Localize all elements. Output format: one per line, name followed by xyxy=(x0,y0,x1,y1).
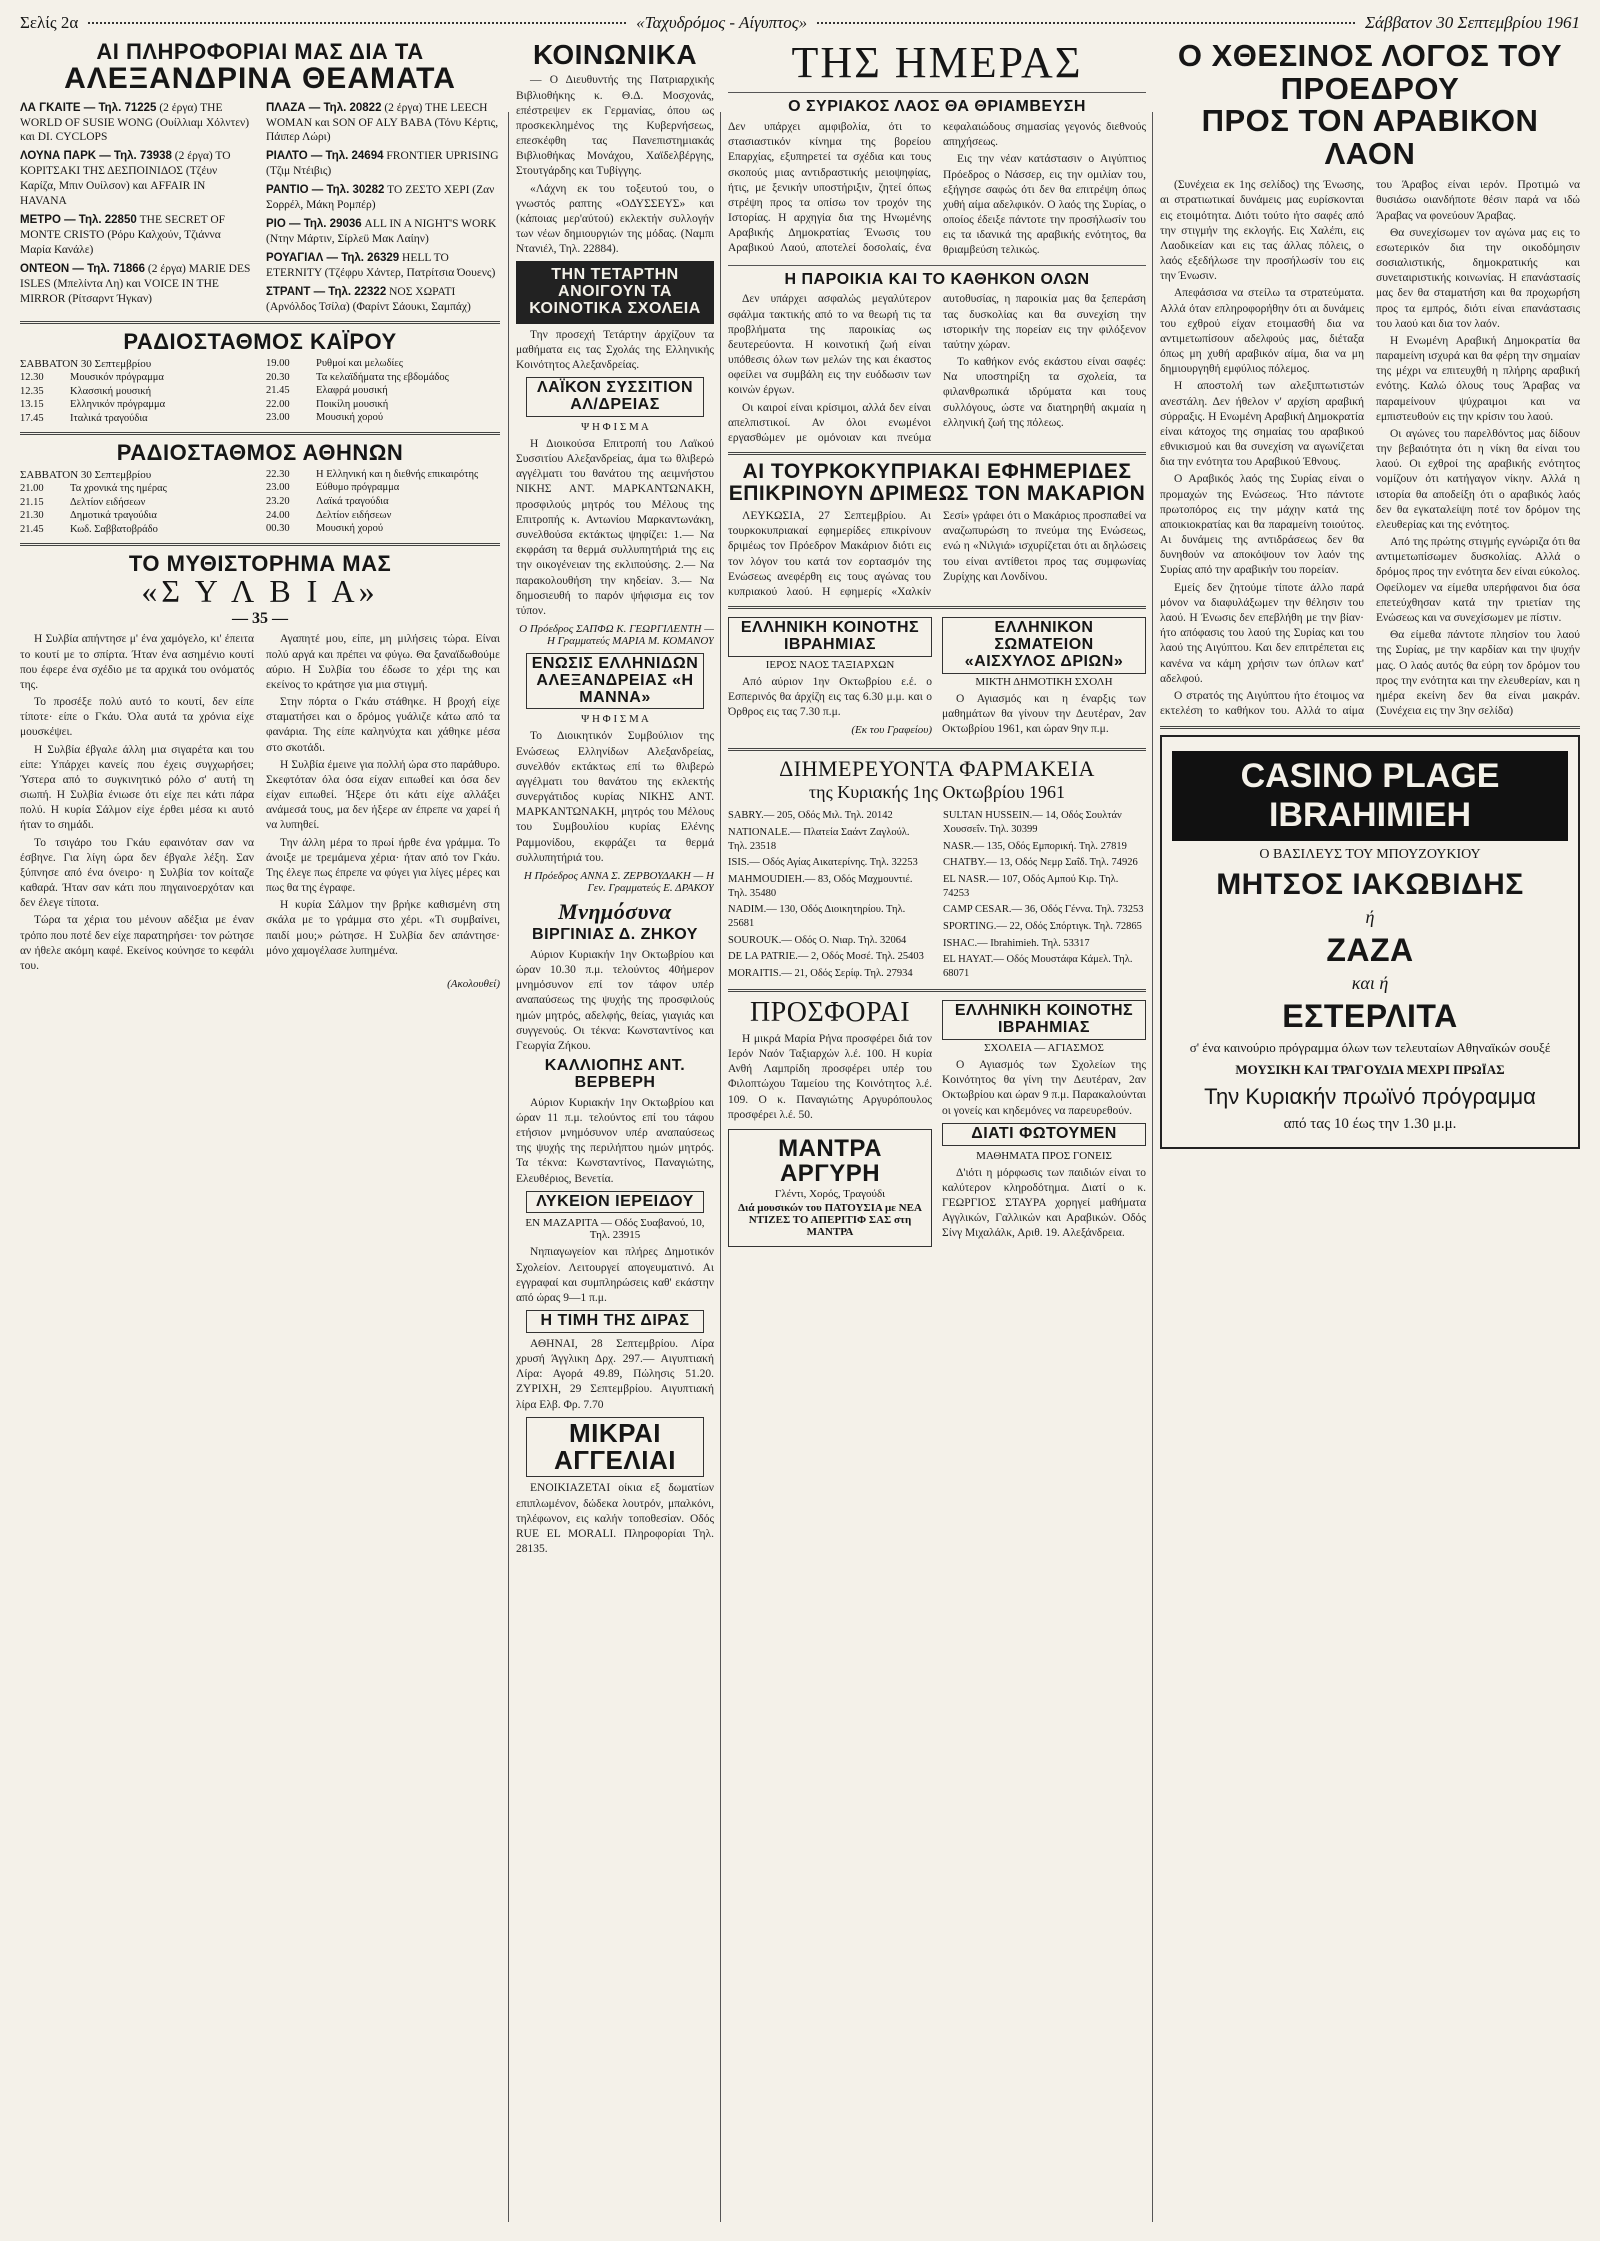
page-number: Σελίς 2α xyxy=(20,13,79,32)
cinema-films: FRONTIER UPRISING (Τζιμ Ντέιβις) xyxy=(266,150,499,178)
radio-cairo-schedule xyxy=(20,357,500,426)
pharmacy-entry: SABRY.— 205, Οδός Μιλ. Τηλ. 20142 xyxy=(728,810,893,822)
radio-item xyxy=(20,385,254,399)
cinema-listing xyxy=(266,251,500,281)
novel-paragraph: Η Συλβία έμεινε για πολλή ώρα στο παράθυρο. Σκεφτόταν όλα όσα είχαν ειπωθεί και όσα δεν είχαν ειπωθεί. Ήξερε ότι κάτι είχε αλλάξει ανάμεσά τους, μα δεν ήξερε αν έπρεπε να χαρεί ή να λυπηθεί. xyxy=(266,758,500,832)
club-text: Η Διοικούσα Επιτροπή του Λαϊκού Συσσιτίου Αλεξανδρείας, άμα τω θλιβερώ αγγέλματι του θανάτου της αειμνήστου ΝΙΚΗΣ ΑΝΤ. ΜΑΡΚΑΝΤΩΝΑΚΗ, προσφιλούς μητρός του Μέλους της Επιτροπής κ. Αντωνίου Μαρκαντωνάκη, συνελθούσα εκτάκτως ψηφίζει: 1.— Να εκφράση τα θερμά συλλυπητήριά της εις την οικογένειαν της εκλιπούσης. 2.— Να παρακολουθήση την κηδείαν. 3.— Να δημοσιευθή το παρόν ψήφισμα εις τον τύπον. xyxy=(516,437,714,617)
radio-time: 23.00 xyxy=(266,482,290,494)
novel-section-title: ΤΟ ΜΥΘΙΣΤΟΡΗΜΑ ΜΑΣ xyxy=(128,550,392,576)
radio-time: 21.45 xyxy=(266,385,290,397)
pharmacy-entry: NATIONALE.— Πλατεία Σαάντ Ζαγλούλ. Τηλ. 23518 xyxy=(728,827,910,852)
speech-paragraph: Ο Αραβικός λαός της Συρίας είναι ο προμαχών της Ενώσεως. Ήτο πάντοτε πρωτοπόρος εις την μάχην κατά της αποικιοκρατίας και θα παραμείνη τοιούτος. Αι δυνάμεις της αντιδράσεως δεν θα δυνηθούν να αποκόψουν τον λαόν της Συρίας από την αραβικήν του πορείαν. xyxy=(1160,473,1364,577)
radio-item xyxy=(266,411,500,425)
radio-athens-title: ΡΑΔΙΟΣΤΑΘΜΟΣ ΑΘΗΝΩΝ xyxy=(116,439,404,465)
radio-program: Δημοτικά τραγούδια xyxy=(70,510,157,522)
speech-title-line1: Ο ΧΘΕΣΙΝΟΣ ΛΟΓΟΣ ΤΟΥ ΠΡΟΕΔΡΟΥ xyxy=(1177,40,1563,106)
radio-day: ΣΑΒΒΑΤΟΝ 30 Σεπτεμβρίου xyxy=(20,357,152,370)
schools-block xyxy=(942,998,1146,1253)
cinema-listing xyxy=(20,101,254,146)
radio-item xyxy=(266,384,500,398)
cinema-name: ΛΑ ΓΚΑΙΤΕ — Τηλ. 71225 xyxy=(20,101,157,114)
speech-paragraph: Η αποστολή των αλεξιπτωτιστών ανεστάλη. Δεν ήθελον ν' αρχίση αραβική σύρραξις. Η Ενωμένη Αραβική Δημοκρατία είναι κάτοχος της σημαίας του αραβικού εθνικισμού και θα συνεχίση να αγωνίζεται δια την ενότητα του Αραβικού Έθνους. xyxy=(1160,380,1364,469)
church-notice xyxy=(728,615,932,742)
offers-text: Η μικρά Μαρία Ρήνα προσφέρει διά τον Ιερόν Ναόν Ταξιαρχών λ.έ. 100. Η κυρία Ανθή Λαμπρίδη προσφέρει υπέρ του Φιλοπτώχου Ταμείου της Κοινότητος λ.έ. 109. Ο κ. Παναγιώτης Αργυρόπουλος προσφέρει λ.έ. 50. xyxy=(728,1032,932,1121)
article-paragraph: Δεν υπάρχει ασφαλώς μεγαλύτερον σφάλμα τακτικής από το να θεωρή τις τα προβλήματα της παροικίας ως δευτερεύοντα. Η κοινοτική ζωή είναι υπόθεσις όλων των μελών της και έκαστος οφείλει να συμβάλη εις την ευόδωσιν των κοινών έργων. xyxy=(728,293,931,397)
pharmacies-date: της Κυριακής 1ης Οκτωβρίου 1961 xyxy=(808,782,1066,803)
radio-program: Δελτίον ειδήσεων xyxy=(70,496,146,508)
radio-program: Η Ελληνική και η διεθνής επικαιρότης xyxy=(316,468,479,480)
novel-paragraph: Η Συλβία έβγαλε άλλη μια σιγαρέτα και του είπε: Υπάρχει κανείς που έχεις συγχωρήσει; Ύστερα από το συγκινητικό ρόλο σ' αυτή τη σιωπή. Η Συλβία ένιωσε ότι είχε πει κάτι πάρα πολύ. Η κυρία Σάλμον είχε έρθει μέσα κι αυτό ήταν το σημάδι. xyxy=(20,743,254,832)
radio-day: ΣΑΒΒΑΤΟΝ 30 Σεπτεμβρίου xyxy=(20,468,152,481)
cinema-listing xyxy=(266,183,500,213)
lessons-title: ΔΙΑΤΙ ΦΩΤΟΥΜΕΝ xyxy=(942,1123,1146,1146)
lessons-subtitle: ΜΑΘΗΜΑΤΑ ΠΡΟΣ ΓΟΝΕΙΣ xyxy=(976,1149,1112,1162)
column-rule xyxy=(1152,112,1153,2222)
installment-number: — 35 — xyxy=(232,610,288,628)
radio-item xyxy=(266,509,500,523)
paper-name: «Ταχυδρόμος - Αίγυπτος» xyxy=(636,13,808,32)
cinema-listing xyxy=(266,285,500,315)
radio-time: 19.00 xyxy=(266,357,290,369)
union-signatures: Η Πρόεδρος ΑΝΝΑ Σ. ΖΕΡΒΟΥΔΑΚΗ — Η Γεν. Γραμματεύς Ε. ΔΡΑΚΟΥ xyxy=(523,869,714,894)
mandra-title: ΜΑΝΤΡΑ ΑΡΓΥΡΗ xyxy=(778,1134,882,1188)
lyceum-address: ΕΝ ΜΑΖΑΡΙΤΑ — Οδός Συαβανού, 10, Τηλ. 23915 xyxy=(525,1217,705,1242)
cinema-listing xyxy=(266,101,500,146)
lessons-text: Δ'ιότι η μόρφωσις των παιδιών είναι το καλύτερον κληροδότημα. Διατί ο κ. ΓΕΩΡΓΙΟΣ ΣΤΑΥΡΑ χορηγεί μαθήματα Αγγλικών, Γαλλικών και Αραβικών. Οδός Σίνγ Μιχαλάλκ, Αριθ. 19. Αλεξάνδρεια. xyxy=(942,1166,1146,1240)
pharmacy-entry: SOUROUK.— Οδός Ο. Νιαρ. Τηλ. 32064 xyxy=(728,934,907,946)
article-syria-text xyxy=(728,120,1146,259)
radio-item xyxy=(20,509,254,523)
club-title: ΛΑΪΚΟΝ ΣΥΣΣΙΤΙΟΝ ΑΛ/ΔΡΕΙΑΣ xyxy=(526,377,704,417)
divider xyxy=(728,989,1146,992)
article-paragraph: Εις την νέαν κατάστασιν ο Αιγύπτιος Πρόεδρος ο Νάσσερ, εις την ομιλίαν του, εξήγησε σαφώς ότι δεν θα επιτρέψη όπως χυθή αίμα αδελφικόν. Ο λαός της Συρίας, ο οποίος έδειξε πάντοτε την προσήλωσίν του εις τα ιδανικά της αραβικής ενότητος, θα θριαμβεύση τελικώς. xyxy=(943,153,1146,257)
memorials-title: Μνημόσυνα xyxy=(558,898,672,924)
radio-program: Τα κελαϊδήματα της εβδομάδος xyxy=(316,371,449,383)
radio-item xyxy=(266,522,500,536)
article-paragraph: Δεν υπάρχει αμφιβολία, ότι το στασιαστικόν κίνημα της βορείου Επαρχίας, εξυπηρετεί τα σχέδια και τους σκοπούς μιας αντιδραστικής μειοψηφίας, ήτις, με ξενικήν υποστήριξιν, ζητεί όπως στρέψη προς τα οπίσω τον τροχόν της Ιστορίας. Η αρχηγία δια της Ηνωμένης Αραβικής Δημοκρατίας Ένωσις του Αραβικού Λαού, αποτελεί δοσολαίς, ένα κεφαλαιώδους σημασίας γεγονός διεθνούς απηχήσεως. xyxy=(728,120,1146,255)
radio-item xyxy=(266,357,500,371)
cinema-films: (2 έργα) MARIE DES ISLES (Μπελίντα Λη) και VOICE IN THE MIRROR (Ρίτσαρντ Ήγκαν) xyxy=(20,262,251,305)
masthead-divider xyxy=(88,22,626,24)
union-resolution: Ψ Η Φ Ι Σ Μ Α xyxy=(581,713,649,726)
casino-name: CASINO PLAGE IBRAHIMIEH xyxy=(1172,751,1568,841)
social-news xyxy=(516,73,714,257)
radio-program: Ελληνικόν πρόγραμμα xyxy=(70,399,166,411)
pharmacy-entry: SPORTING.— 22, Οδός Σπόρτιγκ. Τηλ. 72865 xyxy=(943,920,1142,932)
radio-program: Μουσική χορού xyxy=(316,412,384,424)
casino-music: ΜΟΥΣΙΚΗ ΚΑΙ ΤΡΑΓΟΥΔΙΑ ΜΕΧΡΙ ΠΡΩΪΑΣ xyxy=(1235,1061,1505,1077)
article-paragraph: Το καθήκον ενός εκάστου είναι σαφές: Να υποστηρίξη τα σχολεία, τα φιλανθρωπικά ιδρύματα και τους συλλόγους, ώστε να διατηρηθή ακμαία η ελληνική ζωή της πόλεως. xyxy=(943,356,1146,429)
divider xyxy=(728,265,1146,266)
pharmacy-entry: DE LA PATRIE.— 2, Οδός Μοσέ. Τηλ. 25403 xyxy=(728,951,924,963)
radio-athens-schedule xyxy=(20,468,500,537)
classifieds-title: ΜΙΚΡΑΙ ΑΓΓΕΛΙΑΙ xyxy=(526,1417,704,1478)
cinema-films: (2 έργα) THE LEECH WOMAN και SON OF ALY BABA (Τόνυ Κέρτις, Πάιπερ Λώρι) xyxy=(266,101,499,144)
casino-conjunction: ή xyxy=(1365,906,1375,927)
radio-item xyxy=(266,495,500,509)
bottom-notices xyxy=(728,998,1146,1253)
cinema-listing xyxy=(20,149,254,209)
speech-paragraph: Από της πρώτης στιγμής εγνώριζα ότι θα αντιμετωπίσωμεν δυσκολίας. Αλλά ο δρόμος προς την ενότητα δεν είναι εύκολος. Οφείλομεν να είμεθα υπερήφανοι δια όσα επετεύχθησαν κατά την τριετίαν της Ενώσεως και να συνεχίσωμεν με πίστιν. xyxy=(1376,536,1580,624)
radio-item xyxy=(266,481,500,495)
novel-paragraph: Το τσιγάρο του Γκάυ εφαινόταν σαν να έσβηνε. Για λίγη ώρα δεν έβγαλε λέξη. Σαν ξύπνησε από ένα όνειρο· η Συλβία τον κοίταζε καθαρά. Ήταν σαν κάτι που πηγαινοερχόταν και δεν έλεγε τίποτα. xyxy=(20,836,254,910)
radio-time: 20.30 xyxy=(266,371,290,383)
radio-time: 12.35 xyxy=(20,385,44,397)
schools-title: ΤΗΝ ΤΕΤΑΡΤΗΝ ΑΝΟΙΓΟΥΝ ΤΑ ΚΟΙΝΟΤΙΚΑ ΣΧΟΛΕΙΑ xyxy=(516,261,714,323)
pharmacy-entry: NADIM.— 130, Οδός Διοικητηρίου. Τηλ. 25681 xyxy=(728,904,906,929)
cinema-listing xyxy=(266,149,500,179)
radio-program: Ποικίλη μουσική xyxy=(316,398,389,410)
divider xyxy=(20,543,500,546)
radio-time: 21.45 xyxy=(20,524,44,536)
radio-program: Ελαφρά μουσική xyxy=(316,385,388,397)
radio-item xyxy=(266,371,500,385)
radio-program: Τα χρονικά της ημέρας xyxy=(70,483,167,495)
mandra-ad xyxy=(728,1129,932,1247)
radio-program: Μουσική χορού xyxy=(316,523,384,535)
radio-program: Λαϊκά τραγούδια xyxy=(316,496,389,508)
association-title: ΕΛΛΗΝΙΚΟΝ ΣΩΜΑΤΕΙΟΝ «ΑΙΣΧΥΛΟΣ ΔΡΙΩΝ» xyxy=(942,617,1146,673)
pound-price-title: Η ΤΙΜΗ ΤΗΣ ΔΙΡΑΣ xyxy=(526,1310,704,1333)
radio-time: 22.30 xyxy=(266,468,290,480)
article-syria-title: Ο ΣΥΡΙΑΚΟΣ ΛΑΟΣ ΘΑ ΘΡΙΑΜΒΕΥΣΗ xyxy=(788,98,1086,116)
cinema-listings xyxy=(20,101,500,315)
article-cyprus-title: ΑΙ ΤΟΥΡΚΟΚΥΠΡΙΑΚΑΙ ΕΦΗΜΕΡΙΔΕΣ ΕΠΙΚΡΙΝΟΥΝ ΔΡΙΜΕΩΣ ΤΟΝ ΜΑΚΑΡΙΟΝ xyxy=(728,460,1146,506)
school-notice-text: Ο Αγιασμός των Σχολείων της Κοινότητος θα γίνη την Δευτέραν, 2αν Οκτωβρίου και ώραν 9 π.μ. Παρακαλούνται οι γονείς και κηδεμόνες να παρευρεθούν. xyxy=(942,1059,1146,1117)
radio-time: 23.20 xyxy=(266,496,290,508)
school-notice-subtitle: ΣΧΟΛΕΙΑ — ΑΓΙΑΣΜΟΣ xyxy=(984,1042,1104,1055)
editorial-title: ΤΗΣ ΗΜΕΡΑΣ xyxy=(791,40,1083,87)
radio-time: 21.30 xyxy=(20,510,44,522)
church-title: ΕΛΛΗΝΙΚΗ ΚΟΙΝΟΤΗΣ ΙΒΡΑΗΜΙΑΣ xyxy=(728,617,932,657)
radio-program: Εύθυμο πρόγραμμα xyxy=(316,482,400,494)
radio-cairo-title: ΡΑΔΙΟΣΤΑΘΜΟΣ ΚΑΪΡΟΥ xyxy=(123,328,397,354)
pharmacies-list xyxy=(728,809,1146,983)
cinema-name: ΡΑΝΤΙΟ — Τηλ. 30282 xyxy=(266,184,385,197)
notices-row xyxy=(728,615,1146,742)
cinema-films: (2 έργα) ΤΟ ΚΟΡΙΤΣΑΚΙ ΤΗΣ ΔΕΣΠΟΙΝΙΔΟΣ (Τζέυν Καρίζα, Μπιν Ουίλσον) και AFFAIR IN HAVANA xyxy=(20,150,231,208)
masthead xyxy=(20,10,1580,36)
cinema-films: THE SECRET OF MONTE CRISTO (Ρόρυ Καλχούν, Τζιάννα Μαρία Κανάλε) xyxy=(20,214,226,257)
issue-date: Σάββατον 30 Σεπτεμβρίου 1961 xyxy=(1364,13,1581,32)
pharmacy-entry: EL NASR.— 107, Οδός Αμπού Κιρ. Τηλ. 74253 xyxy=(943,873,1119,899)
offers-title: ΠΡΟΣΦΟΡΑΙ xyxy=(749,997,911,1029)
cinema-name: ΣΤΡΑΝΤ — Τηλ. 22322 xyxy=(266,285,387,298)
column-social xyxy=(516,40,714,2230)
casino-star: ΜΗΤΣΟΣ ΙΑΚΩΒΙΔΗΣ xyxy=(1216,868,1524,902)
column-rule xyxy=(720,112,721,2222)
article-community-title: Η ΠΑΡΟΙΚΙΑ ΚΑΙ ΤΟ ΚΑΘΗΚΟΝ ΟΛΩΝ xyxy=(784,270,1090,288)
cinema-name: ΛΟΥΝΑ ΠΑΡΚ — Τηλ. 73938 xyxy=(20,150,172,163)
speech-paragraph: Ο στρατός της Αιγύπτου ήτο έτοιμος να εκτελέση το καθήκον του. Αλλά το αίμα του Άραβος είναι ιερόν. Προτιμώ να θυσιάσω οιανδήποτε θέσιν παρά να ιδώ Άραβας να φονεύουν Άραβας. xyxy=(1160,179,1580,718)
club-signatures: Ο Πρόεδρος ΣΑΠΦΩ Κ. ΓΕΩΡΓΙΛΕΝΤΗ — Η Γραμματεύς ΜΑΡΙΑ Μ. ΚΟΜΑΝΟΥ xyxy=(519,623,714,648)
casino-tagline: Ο ΒΑΣΙΛΕΥΣ ΤΟΥ ΜΠΟΥΖΟΥΚΙΟΥ xyxy=(1259,847,1481,863)
cinema-name: ΡΟΥΑΓΙΑΛ — Τηλ. 26329 xyxy=(266,252,400,265)
radio-item xyxy=(266,398,500,412)
pharmacy-entry: SULTAN HUSSEIN.— 14, Οδός Σουλτάν Χουσσεΐν. Τηλ. 30399 xyxy=(943,810,1122,836)
association-text: Ο Αγιασμός και η έναρξις των μαθημάτων θα γίνουν την Δευτέραν, 2αν Οκτωβρίου 1961, και ώραν 9ην π.μ. xyxy=(942,692,1146,735)
memorial-text: Αύριον Κυριακήν 1ην Οκτωβρίου και ώραν 10.30 π.μ. τελούντος 40ήμερον μνημόσυνον επί τον τάφον υπέρ αναπαύσεως της ψυχής της προσφιλούς ημών μητρός, αδελφής, θείας, γιαγιάς και συγγενούς. Οι τέκνα: Κωνσταντίνος και Γεωργία Ζήκου. xyxy=(516,948,714,1052)
casino-hours: από τας 10 έως την 1.30 μ.μ. xyxy=(1283,1115,1457,1132)
cinema-name: ΟΝΤΕΟΝ — Τηλ. 71866 xyxy=(20,262,146,275)
radio-program: Δελτίον ειδήσεων xyxy=(316,509,392,521)
radio-item xyxy=(20,523,254,537)
radio-program: Κωδ. Σαββατοβράδο xyxy=(70,524,158,536)
novel-paragraph: Το προσέξε πολύ αυτό το κουτί, δεν είπε τίποτε· είπε ο Γκάυ. Όλα αυτά τα χρόνια είχε μουσκέψει. xyxy=(20,696,254,739)
cinema-listing xyxy=(20,213,254,258)
schools-text: Την προσεχή Τετάρτην άρχίζουν τα μαθήματα εις τας Σχολάς της Ελληνικής Κοινότητος Αλεξανδρείας. xyxy=(516,328,714,372)
novel-title: «Σ Υ Λ Β Ι Α» xyxy=(141,572,379,609)
radio-time: 12.30 xyxy=(20,372,44,384)
speech-text xyxy=(1160,178,1580,720)
section-title-shows: ΑΛΕΞΑΝΔΡΙΝΑ ΘΕΑΜΑΤΑ xyxy=(64,62,456,96)
speech-paragraph: (Συνέχεια εκ 1ης σελίδος) της Ένωσης, αι στρατιωτικαί δυνάμεις μας ευρίσκονται εις ετοιμότητα. Διότι τούτο ήτο σαφές από την στιγμήν της εκλογής. Εις Χαλέπι, εις Λαοδικείαν και εις τας άλλας πόλεις, ο λαός εξεδήλωσε την προσήλωσίν του εις την Ένωσιν. xyxy=(1160,179,1364,283)
social-title: ΚΟΙΝΩΝΙΚΑ xyxy=(532,40,698,70)
pharmacies-title: ΔΙΗΜΕΡΕΥΟΝΤΑ ΦΑΡΜΑΚΕΙΑ xyxy=(779,756,1095,782)
lyceum-text: Νηπιαγωγείον και πλήρες Δημοτικόν Σχολείον. Λειτουργεί απογευματινό. Αι εγγραφαί και συμπληρώσεις καθ' εκάστην από ώρας 9—1 π.μ. xyxy=(516,1246,714,1304)
radio-item xyxy=(20,398,254,412)
association-notice xyxy=(942,615,1146,742)
radio-time: 21.15 xyxy=(20,496,44,508)
pound-price-text: ΑΘΗΝΑΙ, 28 Σεπτεμβρίου. Λίρα χρυσή Άγγλικη Δρχ. 297.— Αιγυπτιακή Λίρα: Αγορά 49.89, Πώλησις 51.20. ΖΥΡΙΧΗ, 29 Σεπτεμβρίου. Αιγυπτιακή λίρα Ελβ. Φρ. 7.70 xyxy=(516,1337,714,1411)
association-subtitle: ΜΙΚΤΗ ΔΗΜΟΤΙΚΗ ΣΧΟΛΗ xyxy=(975,675,1113,688)
offers-block xyxy=(728,998,932,1253)
radio-time: 21.00 xyxy=(20,483,44,495)
lyceum-title: ΛΥΚΕΙΟΝ ΙΕΡΕΙΔΟΥ xyxy=(526,1191,704,1214)
novel-paragraph: Την άλλη μέρα το πρωί ήρθε ένα γράμμα. Το άνοιξε με τρεμάμενα χέρια· ήταν από τον Γκάυ. Της έλεγε πως έπρεπε να φύγει για λίγες μέρες και πως θα της έγραφε. xyxy=(266,836,500,895)
church-office-note: (Εκ του Γραφείου) xyxy=(851,724,932,737)
radio-time: 00.30 xyxy=(266,523,290,535)
cinema-films: ΤΟ ΖΕΣΤΟ ΧΕΡΙ (Ζαν Σορρέλ, Μάκη Ρομπέρ) xyxy=(266,184,495,212)
cinema-films: ΝΟΣ ΧΩΡΑΤΙ (Αρνόλδος Τσίλα) (Φαρίντ Σάουκι, Σαμπάχ) xyxy=(266,285,471,313)
section-kicker: ΑΙ ΠΛΗΡΟΦΟΡΙΑΙ ΜΑΣ ΔΙΑ ΤΑ xyxy=(96,40,424,64)
radio-time: 23.00 xyxy=(266,412,290,424)
masthead-divider xyxy=(817,22,1355,24)
pharmacy-entry: CAMP CESAR.— 36, Οδός Γέννα. Τηλ. 73253 xyxy=(943,904,1144,916)
casino-act-esterlita: ΕΣΤΕΡΛΙΤΑ xyxy=(1282,998,1458,1035)
radio-item xyxy=(20,482,254,496)
radio-time: 22.00 xyxy=(266,398,290,410)
cinema-name: ΠΛΑΖΑ — Τηλ. 20822 xyxy=(266,101,382,114)
club-resolution: Ψ Η Φ Ι Σ Μ Α xyxy=(581,420,649,433)
speech-paragraph: Οι αγώνες του παρελθόντος μας δίδουν την βεβαιότητα ότι η νίκη θα είναι του λαού. Οι εχθροί της αραβικής ενότητος νομίζουν ότι κατήγαγον νίκην. Αλλά η ιστορία θα αποδείξη ότι ο αραβικός λαός δεν θα εγκαταλείψη ποτέ τον δρόμον της ελευθερίας και της ενότητος. xyxy=(1376,427,1580,531)
speech-title-line2: ΠΡΟΣ ΤΟΝ ΑΡΑΒΙΚΟΝ ΛΑΟΝ xyxy=(1201,103,1539,171)
divider xyxy=(728,748,1146,751)
pharmacy-entry: CHATBY.— 13, Οδός Νεμρ Σαΐδ. Τηλ. 74926 xyxy=(943,857,1138,869)
mandra-text: Διά μουσικών του ΠΑΤΟΥΣΙΑ με ΝΕΑ ΝΤΙΖΕΣ ΤΟ ΑΠΕΡΙΤΙΦ ΣΑΣ στη ΜΑΝΤΡΑ xyxy=(738,1202,922,1239)
mandra-subtitle: Γλέντι, Χορός, Τραγούδι xyxy=(774,1188,886,1201)
church-text: Από αύριον 1ην Οκτωβρίου ε.έ. ο Εσπερινός θα άρχίζη εις τας 6.30 μ.μ. και ο Όρθρος εις τας 7.30 π.μ. xyxy=(728,675,932,719)
social-item: — Ο Διευθυντής της Πατριαρχικής Βιβλιοθήκης κ. Θ.Δ. Μοσχονάς, επέστρεψεν εκ Γερμανίας, όπου ως προσκεκλημένος της Κυβερνήσεως, επεσκέφθη τας Πανεπιστημιακάς Βιβλιοθήκας Μονάχου, Χαϊδελβέργης, Στουτγάρδης και Τυβίγγης. xyxy=(516,74,714,178)
social-item: «Λάχνη εκ του τοξευτού του, ο γνωστός ραπτης «ΟΔΥΣΣΕΥΣ» και (κάποιας μερ'αύτού) εκλεκτήν συλλογήν των νέων δημιουργιών της μόδας. (Ναμπι Ντανιέλ, Τηλ. 22884). xyxy=(516,182,714,256)
cinema-name: ΡΙΑΛΤΟ — Τηλ. 24694 xyxy=(266,150,384,163)
school-notice-title: ΕΛΛΗΝΙΚΗ ΚΟΙΝΟΤΗΣ ΙΒΡΑΗΜΙΑΣ xyxy=(942,1000,1146,1040)
pharmacy-entry: MAHMOUDIEH.— 83, Οδός Μαχμουντιέ. Τηλ. 35480 xyxy=(728,873,913,899)
cinema-films: (2 έργα) THE WORLD OF SUSIE WONG (Ουίλλιαμ Χόλντεν) και DI. CYCLOPS xyxy=(20,101,250,144)
divider xyxy=(20,321,500,324)
pharmacy-entry: EL HAYAT.— Οδός Μουστάφα Κάμελ. Τηλ. 68071 xyxy=(943,954,1133,979)
casino-act-zaza: ΖΑΖΑ xyxy=(1326,931,1414,968)
continues-note: (Ακολουθεί) xyxy=(447,978,500,991)
pharmacy-entry: MORAITIS.— 21, Οδός Σερίφ. Τηλ. 27934 xyxy=(728,967,913,979)
speech-paragraph: Η Ενωμένη Αραβική Δημοκρατία θα παραμείνη ισχυρά και θα φέρη την σημαίαν της μέχρι να επιτευχθή η πλήρης αραβική ενότης. Καλώ όλους τους Άραβας να παραμείνουν ψύχραιμοι και να εμπιστευθούν εις την κρίσιν του λαού. xyxy=(1376,334,1580,423)
column-editorial xyxy=(728,40,1146,2230)
column-president-speech xyxy=(1160,40,1580,2230)
classifieds-text: ΕΝΟΙΚΙΑΖΕΤΑΙ οίκια εξ δωματίων επιπλωμένον, δώδεκα λουτρόν, μπαλκόνι, τηλέφωνον, εις καλήν τοποθεσίαν. Οδός RUE EL MORALI. Πληροφορίαι Τηλ. 28135. xyxy=(516,1482,714,1556)
radio-item xyxy=(266,468,500,482)
radio-program: Μουσικόν πρόγραμμα xyxy=(70,372,164,384)
memorial-text: Αύριον Κυριακήν 1ην Οκτωβρίου και ώραν 11 π.μ. τελούντος επί του τάφου ετήσιον μνημόσυνον υπέρ αναπαύσεως της ψυχής της περιλήπτου ημών μητρός. Τα τέκνα: Κωνσταντίνος, Παναγιώτης, Ελευθέριος, Βενετία. xyxy=(516,1096,714,1185)
article-paragraph: Οι καιροί είναι κρίσιμοι, αλλά δεν είναι απελπιστικοί. Αν όλοι ενωμένοι εργασθώμεν με ομόνοιαν και πνεύμα αυτοθυσίας, η παροικία μας θα ξεπεράση τας δυσκολίας και θα συνεχίση την ιστορικήν της πορείαν εις την φιλόξενον ταύτην χώραν. xyxy=(728,293,1146,444)
cinema-films: ALL IN A NIGHT'S WORK (Ντην Μάρτιν, Σίρλεϋ Μακ Λαίην) xyxy=(266,218,497,246)
column-rule xyxy=(508,112,509,2222)
divider xyxy=(728,452,1146,455)
divider xyxy=(20,432,500,435)
cinema-listing xyxy=(20,262,254,307)
memorial-name: ΚΑΛΛΙΟΠΗΣ ΑΝΤ. ΒΕΡΒΕΡΗ xyxy=(544,1057,686,1091)
novel-paragraph: Αγαπητέ μου, είπε, μη μιλήσεις τώρα. Είναι πολύ αργά και πρέπει να φύγω. Θα ξαναϊδωθούμε αύριο. Η Συλβία του έδωσε το χέρι της και εκείνος το κράτησε για μια στιγμή. xyxy=(266,633,500,691)
novel-paragraph: Στην πόρτα ο Γκάυ στάθηκε. Η βροχή είχε σταματήσει και ο δρόμος γυάλιζε κάτω από τα φανάρια. Της είπε καληνύχτα και χάθηκε μέσα στο σκοτάδι. xyxy=(266,696,500,754)
speech-paragraph: Απεφάσισα να στείλω τα στρατεύματα. Αλλά όταν επληροφορήθην ότι αι δυνάμεις του εχθρού είχαν ετοιμασθή δια να αντιμετωπίσουν αδελφούς μας, διέταξα όπως μη χυθή αραβικόν αίμα, δια να μη δημιουργηθή εμφύλιος πόλεμος. xyxy=(1160,287,1364,376)
cinema-films: HELL TO ETERNITY (Τζέφρυ Χάντερ, Πατρίτσια Όουενς) xyxy=(266,252,496,279)
column-entertainment xyxy=(20,40,500,2230)
casino-conjunction: και ή xyxy=(1351,973,1389,994)
radio-program: Ιταλικά τραγούδια xyxy=(70,413,148,425)
cinema-name: ΜΕΤΡΟ — Τηλ. 22850 xyxy=(20,214,137,227)
divider xyxy=(728,92,1146,93)
speech-paragraph: Θα είμεθα πάντοτε πλησίον του λαού της Συρίας, με την καρδίαν και την ψυχήν μας. Ο λαός αυτός θα εύρη τον δρόμον του προς την ενότητα και την ελευθερίαν, και η ημέρα εκείνη δεν θα είναι μακράν. (Συνέχεια εις την 3ην σελίδα) xyxy=(1376,629,1580,718)
radio-time: 13.15 xyxy=(20,399,44,411)
radio-time: 17.45 xyxy=(20,413,44,425)
article-cyprus-text: ΛΕΥΚΩΣΙΑ, 27 Σεπτεμβρίου. Αι τουρκοκυπριακαί εφημερίδες επικρίνουν δριμέως τον Πρόεδρον Μακάριον διότι εις τον λόγον του κατά τον εορτασμόν της Ενώσεως ανεφέρθη εις τους αγώνας του κυπριακού λαού. Η εφημερίς «Χαλκίν Σεσί» γράφει ότι ο Μακάριος προσπαθεί να αναζωπυρώση το πνεύμα της Ενώσεως, ενώ η «Νιλγιά» ισχυρίζεται ότι αι δηλώσεις του είναι αντίθετοι προς τας συμφωνίας Ζυρίχης και Λονδίνου. xyxy=(728,510,1146,598)
radio-time: 24.00 xyxy=(266,509,290,521)
divider xyxy=(1160,726,1580,729)
novel-paragraph: Η κυρία Σάλμον την βρήκε καθισμένη στη σκάλα με το γράμμα στο χέρι. «Τι συμβαίνει, παιδί μου;» ρώτησε. Η Συλβία δεν απάντησε· μόνο χαμογέλασε λυπημένα. xyxy=(266,899,500,957)
article-community-text xyxy=(728,292,1146,446)
memorial-name: ΒΙΡΓΙΝΙΑΣ Δ. ΖΗΚΟΥ xyxy=(532,926,698,944)
casino-ad xyxy=(1160,735,1580,1149)
casino-program: σ' ένα καινούριο πρόγραμμα όλων των τελευταίων Αθηναϊκών σουξέ xyxy=(1189,1039,1551,1055)
pharmacy-entry: NASR.— 135, Οδός Εμπορική. Τηλ. 27819 xyxy=(943,840,1127,852)
speech-paragraph: Θα συνεχίσωμεν τον αγώνα μας εις το εσωτερικόν δια την οικοδόμησιν σοσιαλιστικής, δημοκρατικής και συνεταιριστικής κοινωνίας. Η επανάστασίς μας δεν θα σταματήση και θα προχωρήση προς τα εμπρός, διότι είναι επανάστασις του λαού και δια τον λαόν. xyxy=(1376,226,1580,330)
radio-program: Κλασσική μουσική xyxy=(70,385,152,397)
novel-paragraph: Η Συλβία απήντησε μ' ένα χαμόγελο, κι' έπειτα το κουτί με το σπίρτα. Ήταν ένα ασημένιο κουτί που έφερε ένα σχέδιο με τα αρχικά του ονόματός της. xyxy=(20,633,254,691)
radio-item xyxy=(20,371,254,385)
radio-item xyxy=(20,412,254,426)
cinema-name: ΡΙΟ — Τηλ. 29036 xyxy=(266,218,362,231)
union-text: Το Διοικητικόν Συμβούλιον της Ενώσεως Ελληνίδων Αλεξανδρείας, συνελθόν εκτάκτως επί τω θλιβερώ αγγέλματι του θανάτου της εκλεκτής συνεργάτιδος κυρίας ΝΙΚΗΣ ΑΝΤ. ΜΑΡΚΑΝΤΩΝΑΚΗ, μητρός του Μέλους του Συμβουλίου κυρίας Ελένης Ραμμονίδου, εκφράζει τα θερμά συλλυπητήριά του. xyxy=(516,730,714,864)
union-title: ΕΝΩΣΙΣ ΕΛΛΗΝΙΔΩΝ ΑΛΕΞΑΝΔΡΕΙΑΣ «Η ΜΑΝΝΑ» xyxy=(526,653,704,709)
pharmacy-entry: ISIS.— Οδός Αγίας Αικατερίνης. Τηλ. 32253 xyxy=(728,857,918,869)
novel-paragraph: Τώρα τα χέρια του μένουν αδέξια με έναν τρόπο που ποτέ δεν είχε παρατηρήσει· τον ρώτησε αν ήθελε ακόμη καφέ. Εκείνος κούνησε το κεφάλι του. xyxy=(20,914,254,972)
novel-text xyxy=(20,632,500,974)
divider xyxy=(728,606,1146,609)
church-subtitle: ΙΕΡΟΣ ΝΑΟΣ ΤΑΞΙΑΡΧΩΝ xyxy=(765,658,895,671)
radio-item xyxy=(20,496,254,510)
casino-sunday: Την Κυριακήν πρωϊνό πρόγραμμα xyxy=(1204,1083,1536,1109)
speech-paragraph: Εμείς δεν ζητούμε τίποτε άλλο παρά μόνον να διαφυλάξωμεν την θέλησιν του λαού. Η Ένωσις δεν επεβλήθη με την βίαν· ήτο απόφασις του λαού της Συρίας και του λαού της Αιγύπτου. Και δεν επιτρέπεται εις κανένα να κάμη χρήσιν των όπλων κατ' αδελφού. xyxy=(1160,581,1364,685)
cinema-listing xyxy=(266,217,500,247)
pharmacy-entry: ISHAC.— Ibrahimieh. Τηλ. 53317 xyxy=(943,937,1090,949)
radio-program: Ρυθμοί και μελωδίες xyxy=(316,357,403,369)
